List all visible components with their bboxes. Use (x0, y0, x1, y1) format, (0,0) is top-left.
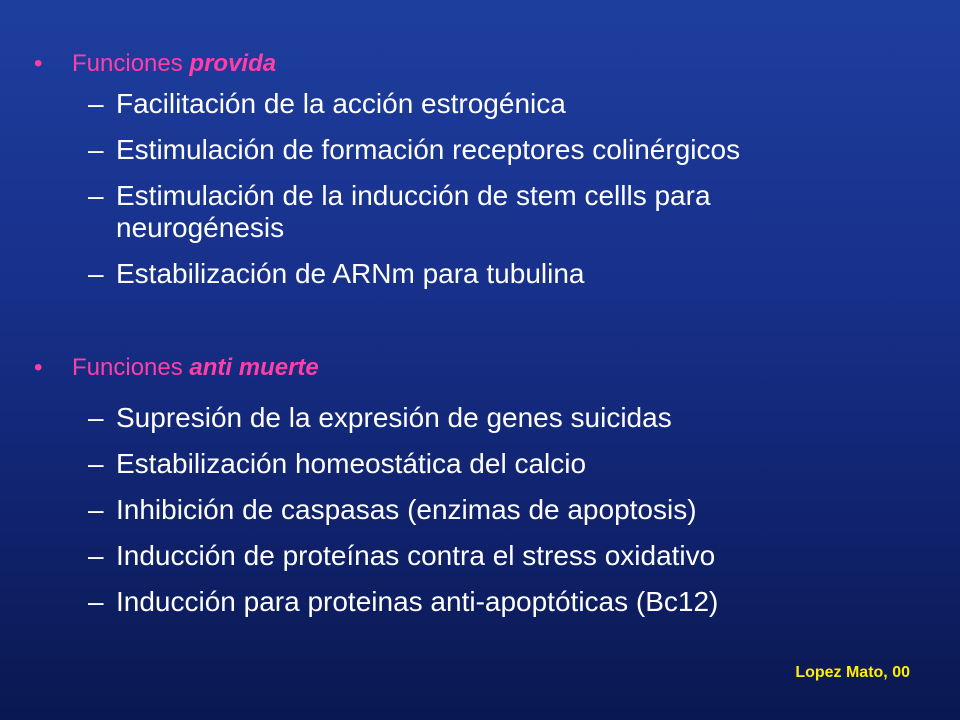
dash-marker: – (88, 540, 104, 571)
dash-marker: – (88, 258, 104, 289)
bullet-icon: • (34, 50, 43, 77)
list-item (0, 402, 886, 434)
bullet-icon: • (34, 354, 43, 381)
list-item-text: Estabilización homeostática del calcio (116, 448, 587, 479)
section-heading-provida (0, 48, 960, 88)
list-item (0, 494, 886, 526)
section-heading-anti-muerte (0, 352, 960, 402)
heading-emphasis: provida (189, 50, 277, 77)
dash-marker: – (88, 134, 104, 165)
list-item-text: Supresión de la expresión de genes suicidas (116, 402, 672, 433)
list-item-text: Inhibición de caspasas (enzimas de apoptosis) (116, 494, 697, 525)
list-item-text: Inducción de proteínas contra el stress oxidativo (116, 540, 716, 571)
list-item (0, 586, 886, 618)
citation: Lopez Mato, 00 (795, 664, 910, 681)
list-item (0, 540, 886, 572)
heading-emphasis: anti muerte (189, 354, 319, 381)
list-item-text: Estimulación de la inducción de stem cellls para neurogénesis (116, 180, 711, 243)
dash-marker: – (88, 402, 104, 433)
section-anti-muerte (0, 352, 960, 632)
list-item (0, 448, 886, 480)
section-provida (0, 48, 960, 304)
list-item-text: Inducción para proteinas anti-apoptóticas (Bc12) (116, 586, 719, 617)
list-item-text: Estabilización de ARNm para tubulina (116, 258, 585, 289)
dash-marker: – (88, 494, 104, 525)
heading-prefix: Funciones (72, 354, 190, 381)
list-item (0, 180, 886, 244)
heading-prefix: Funciones (72, 50, 190, 77)
dash-marker: – (88, 88, 104, 119)
list-item (0, 88, 886, 120)
dash-marker: – (88, 180, 104, 211)
dash-marker: – (88, 586, 104, 617)
list-item-text: Estimulación de formación receptores colinérgicos (116, 134, 741, 165)
dash-marker: – (88, 448, 104, 479)
list-item (0, 258, 886, 290)
list-item-text: Facilitación de la acción estrogénica (116, 88, 566, 119)
list-item (0, 134, 886, 166)
